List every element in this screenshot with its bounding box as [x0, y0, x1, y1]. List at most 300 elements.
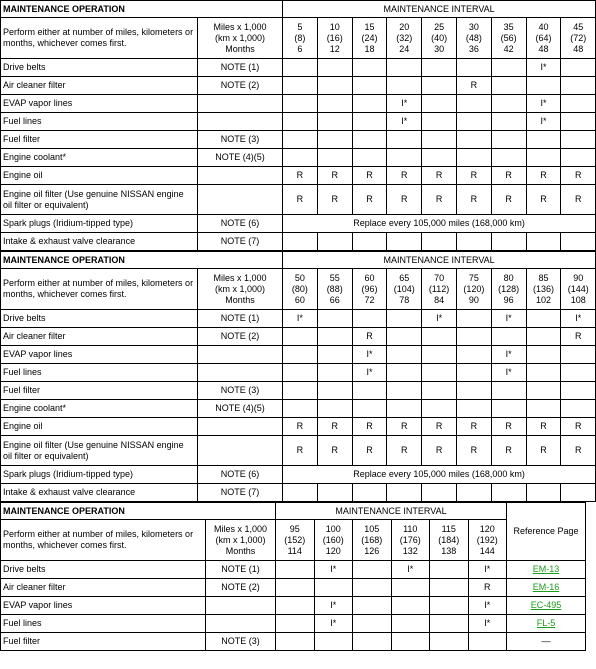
- schedule-cell: [456, 484, 491, 502]
- schedule-cell: [491, 131, 526, 149]
- interval-value: (128): [498, 283, 520, 294]
- operation-name: Engine coolant*: [1, 400, 198, 418]
- interval-value: 30: [468, 21, 479, 32]
- schedule-cell: [276, 633, 315, 651]
- perform-instructions: Perform either at number of miles, kilometers or months, whichever comes first.: [1, 269, 198, 310]
- operation-note: [198, 95, 283, 113]
- interval-value: 40: [538, 21, 549, 32]
- schedule-cell: [422, 95, 457, 113]
- table-row: [1, 579, 586, 597]
- schedule-cell: [352, 484, 387, 502]
- table-row: [1, 131, 596, 149]
- interval-value: 50: [294, 272, 305, 283]
- interval-value: 6: [297, 43, 303, 54]
- schedule-cell: I*: [283, 310, 318, 328]
- operation-note: NOTE (3): [206, 633, 276, 651]
- schedule-cell: R: [352, 328, 387, 346]
- schedule-cell: [391, 579, 430, 597]
- operation-note: [198, 346, 283, 364]
- maintenance-interval-header: MAINTENANCE INTERVAL: [283, 252, 596, 269]
- schedule-table-1: [0, 0, 596, 251]
- operation-note: NOTE (2): [206, 579, 276, 597]
- schedule-cell: [317, 233, 352, 251]
- schedule-cell: [456, 131, 491, 149]
- schedule-cell: [491, 77, 526, 95]
- interval-column-header: [422, 18, 457, 59]
- schedule-cell: [387, 59, 422, 77]
- schedule-cell: [422, 113, 457, 131]
- schedule-cell: [526, 346, 561, 364]
- schedule-cell: [526, 77, 561, 95]
- interval-column-header: [317, 269, 352, 310]
- schedule-cell: [283, 113, 318, 131]
- schedule-cell: [561, 77, 596, 95]
- interval-column-header: [422, 269, 457, 310]
- schedule-cell: [422, 364, 457, 382]
- schedule-cell: [491, 400, 526, 418]
- interval-column-header: [561, 18, 596, 59]
- schedule-cell: [491, 233, 526, 251]
- interval-value: 126: [364, 545, 380, 556]
- interval-column-header: [430, 520, 469, 561]
- operation-name: Engine oil: [1, 418, 198, 436]
- operation-name: Intake & exhaust valve clearance: [1, 484, 198, 502]
- schedule-cell: [491, 328, 526, 346]
- schedule-cell: [387, 328, 422, 346]
- replacement-interval: Replace every 105,000 miles (168,000 km): [283, 215, 596, 233]
- schedule-cell: R: [283, 436, 318, 466]
- table-row: [1, 364, 596, 382]
- schedule-cell: [526, 400, 561, 418]
- table-row: [1, 561, 586, 579]
- schedule-cell: [422, 400, 457, 418]
- interval-value: (16): [326, 32, 343, 43]
- schedule-cell: [317, 131, 352, 149]
- interval-value: 120: [325, 545, 341, 556]
- schedule-cell: [561, 364, 596, 382]
- schedule-cell: [352, 233, 387, 251]
- table-row: [1, 484, 596, 502]
- interval-value: 48: [538, 43, 549, 54]
- operation-note: NOTE (1): [206, 561, 276, 579]
- maintenance-interval-header: MAINTENANCE INTERVAL: [283, 1, 596, 18]
- interval-value: 24: [399, 43, 410, 54]
- schedule-cell: [387, 484, 422, 502]
- schedule-cell: [526, 484, 561, 502]
- operation-note: [198, 436, 283, 466]
- interval-column-header: [561, 269, 596, 310]
- interval-value: 55: [329, 272, 340, 283]
- maintenance-interval-header: MAINTENANCE INTERVAL: [276, 503, 507, 520]
- unit-label: (km x 1,000): [214, 32, 265, 43]
- interval-value: 84: [434, 294, 445, 305]
- interval-column-header: [526, 269, 561, 310]
- schedule-cell: R: [456, 167, 491, 185]
- table-row: [1, 328, 596, 346]
- table-row: [1, 185, 596, 215]
- schedule-cell: [526, 131, 561, 149]
- interval-column-header: [387, 18, 422, 59]
- operation-name: Fuel lines: [1, 113, 198, 131]
- schedule-cell: [317, 77, 352, 95]
- interval-value: 60: [294, 294, 305, 305]
- operation-note: [198, 185, 283, 215]
- schedule-cell: [283, 233, 318, 251]
- schedule-cell: [352, 310, 387, 328]
- schedule-cell: [387, 382, 422, 400]
- interval-value: (56): [500, 32, 517, 43]
- schedule-cell: I*: [526, 113, 561, 131]
- schedule-cell: [317, 382, 352, 400]
- table-row: [1, 310, 596, 328]
- operation-note: NOTE (7): [198, 484, 283, 502]
- operation-name: Engine coolant*: [1, 149, 198, 167]
- schedule-cell: [276, 615, 315, 633]
- schedule-cell: [317, 346, 352, 364]
- unit-label: Months: [225, 43, 255, 54]
- schedule-cell: [387, 400, 422, 418]
- interval-column-header: [468, 520, 507, 561]
- table-row: [1, 633, 586, 651]
- schedule-cell: R: [561, 185, 596, 215]
- schedule-cell: I*: [387, 113, 422, 131]
- schedule-cell: R: [422, 418, 457, 436]
- table-row: [1, 95, 596, 113]
- schedule-cell: [387, 149, 422, 167]
- reference-page-link[interactable]: EM-16: [532, 582, 560, 592]
- table-row: [1, 400, 596, 418]
- table-row: [1, 615, 586, 633]
- operation-note: NOTE (4)(5): [198, 400, 283, 418]
- reference-page-cell: [507, 579, 586, 597]
- interval-value: 65: [399, 272, 410, 283]
- operation-name: Fuel filter: [1, 382, 198, 400]
- schedule-cell: R: [491, 185, 526, 215]
- interval-column-header: [283, 269, 318, 310]
- interval-units: [206, 520, 276, 561]
- interval-value: 110: [403, 523, 418, 534]
- reference-page-link[interactable]: EM-13: [532, 564, 560, 574]
- schedule-cell: R: [352, 167, 387, 185]
- schedule-cell: [317, 364, 352, 382]
- schedule-cell: [456, 149, 491, 167]
- schedule-cell: [456, 59, 491, 77]
- interval-value: (32): [396, 32, 413, 43]
- schedule-cell: R: [283, 167, 318, 185]
- interval-column-header: [491, 269, 526, 310]
- operation-note: NOTE (3): [198, 382, 283, 400]
- schedule-cell: [491, 95, 526, 113]
- schedule-cell: I*: [561, 310, 596, 328]
- table-row: [1, 113, 596, 131]
- schedule-cell: [561, 346, 596, 364]
- schedule-cell: [526, 233, 561, 251]
- schedule-cell: I*: [387, 95, 422, 113]
- interval-value: (144): [567, 283, 589, 294]
- schedule-cell: [526, 364, 561, 382]
- interval-value: (152): [284, 534, 306, 545]
- schedule-cell: [352, 149, 387, 167]
- schedule-cell: [561, 400, 596, 418]
- reference-page-cell: [507, 615, 586, 633]
- schedule-cell: I*: [491, 310, 526, 328]
- interval-value: (192): [476, 534, 498, 545]
- interval-value: (176): [399, 534, 421, 545]
- schedule-cell: [491, 149, 526, 167]
- interval-value: 20: [399, 21, 410, 32]
- operation-name: EVAP vapor lines: [1, 95, 198, 113]
- schedule-cell: [317, 59, 352, 77]
- schedule-cell: [353, 561, 392, 579]
- schedule-cell: [352, 382, 387, 400]
- interval-column-header: [314, 520, 353, 561]
- replacement-interval: Replace every 105,000 miles (168,000 km): [283, 466, 596, 484]
- schedule-cell: [352, 113, 387, 131]
- schedule-cell: [561, 233, 596, 251]
- schedule-cell: [491, 59, 526, 77]
- interval-column-header: [353, 520, 392, 561]
- schedule-cell: [526, 149, 561, 167]
- operation-note: NOTE (6): [198, 466, 283, 484]
- schedule-cell: I*: [352, 364, 387, 382]
- schedule-cell: R: [352, 418, 387, 436]
- interval-value: 42: [503, 43, 514, 54]
- schedule-cell: R: [468, 579, 507, 597]
- operation-note: NOTE (1): [198, 310, 283, 328]
- operation-note: [198, 167, 283, 185]
- operation-name: Engine oil: [1, 167, 198, 185]
- interval-value: (104): [393, 283, 415, 294]
- interval-value: 114: [287, 545, 302, 556]
- operation-note: [198, 113, 283, 131]
- schedule-cell: [283, 95, 318, 113]
- interval-value: 48: [573, 43, 584, 54]
- schedule-cell: [387, 346, 422, 364]
- schedule-cell: [317, 400, 352, 418]
- interval-value: 95: [289, 523, 300, 534]
- schedule-cell: I*: [391, 561, 430, 579]
- interval-value: (40): [431, 32, 448, 43]
- operation-name: Fuel lines: [1, 615, 206, 633]
- schedule-cell: R: [526, 436, 561, 466]
- maintenance-operation-header: MAINTENANCE OPERATION: [1, 503, 276, 520]
- schedule-cell: R: [456, 185, 491, 215]
- operation-note: NOTE (6): [198, 215, 283, 233]
- operation-note: [198, 418, 283, 436]
- unit-label: Months: [225, 545, 256, 556]
- schedule-cell: R: [422, 436, 457, 466]
- operation-name: Engine oil filter (Use genuine NISSAN engine oil filter or equivalent): [1, 185, 198, 215]
- schedule-cell: [456, 328, 491, 346]
- schedule-cell: [491, 113, 526, 131]
- schedule-cell: [317, 328, 352, 346]
- schedule-cell: I*: [314, 615, 353, 633]
- schedule-cell: R: [422, 167, 457, 185]
- schedule-cell: R: [561, 328, 596, 346]
- schedule-cell: [456, 233, 491, 251]
- schedule-cell: [561, 95, 596, 113]
- interval-units: [198, 269, 283, 310]
- interval-value: 60: [364, 272, 375, 283]
- operation-note: NOTE (4)(5): [198, 149, 283, 167]
- schedule-cell: [353, 597, 392, 615]
- interval-value: 132: [402, 545, 418, 556]
- table-row: [1, 233, 596, 251]
- unit-label: Miles x 1,000: [213, 523, 268, 534]
- schedule-cell: I*: [468, 597, 507, 615]
- operation-note: NOTE (3): [198, 131, 283, 149]
- schedule-cell: R: [491, 436, 526, 466]
- interval-value: (112): [428, 283, 450, 294]
- interval-value: 18: [364, 43, 375, 54]
- schedule-table-2: [0, 251, 596, 502]
- schedule-cell: [352, 95, 387, 113]
- schedule-cell: R: [491, 167, 526, 185]
- operation-note: [198, 364, 283, 382]
- schedule-cell: R: [317, 185, 352, 215]
- interval-value: (184): [438, 534, 460, 545]
- schedule-cell: [317, 484, 352, 502]
- interval-value: 102: [535, 294, 551, 305]
- interval-value: (160): [322, 534, 344, 545]
- operation-name: Fuel filter: [1, 131, 198, 149]
- reference-page-link[interactable]: FL-5: [536, 618, 556, 628]
- schedule-cell: [283, 59, 318, 77]
- schedule-cell: [283, 400, 318, 418]
- schedule-cell: [561, 484, 596, 502]
- reference-page-cell: [507, 597, 586, 615]
- interval-value: 90: [573, 272, 584, 283]
- schedule-cell: [561, 149, 596, 167]
- schedule-cell: [526, 328, 561, 346]
- schedule-cell: [422, 382, 457, 400]
- schedule-cell: R: [526, 418, 561, 436]
- interval-value: 36: [468, 43, 479, 54]
- maintenance-operation-header: MAINTENANCE OPERATION: [1, 1, 283, 18]
- schedule-cell: R: [317, 418, 352, 436]
- schedule-cell: [422, 484, 457, 502]
- interval-value: 115: [441, 523, 456, 534]
- schedule-cell: [352, 77, 387, 95]
- schedule-cell: R: [387, 185, 422, 215]
- interval-value: 80: [503, 272, 514, 283]
- interval-units: [198, 18, 283, 59]
- interval-value: (120): [463, 283, 485, 294]
- interval-value: 72: [364, 294, 375, 305]
- table-row: [1, 346, 596, 364]
- schedule-cell: [422, 131, 457, 149]
- schedule-table-3: [0, 502, 586, 651]
- perform-instructions: Perform either at number of miles, kilometers or months, whichever comes first.: [1, 18, 198, 59]
- schedule-cell: I*: [468, 615, 507, 633]
- schedule-cell: [387, 310, 422, 328]
- schedule-cell: [430, 561, 469, 579]
- schedule-cell: [456, 364, 491, 382]
- schedule-cell: [387, 131, 422, 149]
- perform-instructions: Perform either at number of miles, kilometers or months, whichever comes first.: [1, 520, 206, 561]
- interval-value: 85: [538, 272, 549, 283]
- schedule-cell: [526, 382, 561, 400]
- schedule-cell: [422, 77, 457, 95]
- interval-column-header: [283, 18, 318, 59]
- schedule-cell: [283, 364, 318, 382]
- reference-page-cell: [507, 561, 586, 579]
- table-row: [1, 382, 596, 400]
- schedule-cell: [491, 382, 526, 400]
- operation-name: Drive belts: [1, 59, 198, 77]
- table-row: [1, 77, 596, 95]
- schedule-cell: I*: [422, 310, 457, 328]
- schedule-cell: [353, 615, 392, 633]
- schedule-cell: I*: [314, 561, 353, 579]
- schedule-cell: [422, 59, 457, 77]
- unit-label: Miles x 1,000: [213, 272, 267, 283]
- schedule-cell: R: [317, 167, 352, 185]
- schedule-cell: R: [317, 436, 352, 466]
- schedule-cell: [283, 484, 318, 502]
- operation-name: EVAP vapor lines: [1, 597, 206, 615]
- schedule-cell: [352, 59, 387, 77]
- reference-page-none: —: [541, 636, 551, 646]
- interval-value: (168): [361, 534, 383, 545]
- interval-value: 30: [434, 43, 445, 54]
- schedule-cell: R: [561, 436, 596, 466]
- interval-value: 108: [570, 294, 586, 305]
- schedule-cell: [430, 633, 469, 651]
- schedule-cell: [387, 233, 422, 251]
- schedule-cell: [456, 310, 491, 328]
- reference-page-link[interactable]: EC-495: [530, 600, 562, 610]
- interval-column-header: [456, 18, 491, 59]
- schedule-cell: R: [561, 418, 596, 436]
- schedule-cell: [283, 131, 318, 149]
- unit-label: Miles x 1,000: [213, 21, 267, 32]
- interval-value: 105: [364, 523, 380, 534]
- schedule-cell: [353, 579, 392, 597]
- operation-note: [206, 615, 276, 633]
- schedule-cell: I*: [491, 364, 526, 382]
- schedule-cell: [422, 346, 457, 364]
- operation-note: NOTE (2): [198, 328, 283, 346]
- schedule-cell: [317, 149, 352, 167]
- table-row: [1, 59, 596, 77]
- interval-value: 100: [325, 523, 341, 534]
- interval-value: 144: [479, 545, 495, 556]
- interval-value: 138: [441, 545, 457, 556]
- schedule-cell: [430, 615, 469, 633]
- schedule-cell: [561, 113, 596, 131]
- interval-column-header: [317, 18, 352, 59]
- schedule-cell: [352, 400, 387, 418]
- interval-value: 70: [434, 272, 445, 283]
- operation-name: Air cleaner filter: [1, 77, 198, 95]
- schedule-cell: [391, 615, 430, 633]
- schedule-cell: R: [456, 77, 491, 95]
- schedule-cell: [561, 131, 596, 149]
- schedule-cell: [456, 113, 491, 131]
- schedule-cell: I*: [526, 95, 561, 113]
- schedule-cell: [283, 382, 318, 400]
- unit-label: (km x 1,000): [215, 534, 266, 545]
- schedule-cell: I*: [352, 346, 387, 364]
- operation-name: Fuel lines: [1, 364, 198, 382]
- schedule-cell: [456, 382, 491, 400]
- schedule-cell: [276, 597, 315, 615]
- operation-name: Air cleaner filter: [1, 579, 206, 597]
- interval-column-header: [391, 520, 430, 561]
- schedule-cell: [391, 633, 430, 651]
- schedule-cell: R: [352, 436, 387, 466]
